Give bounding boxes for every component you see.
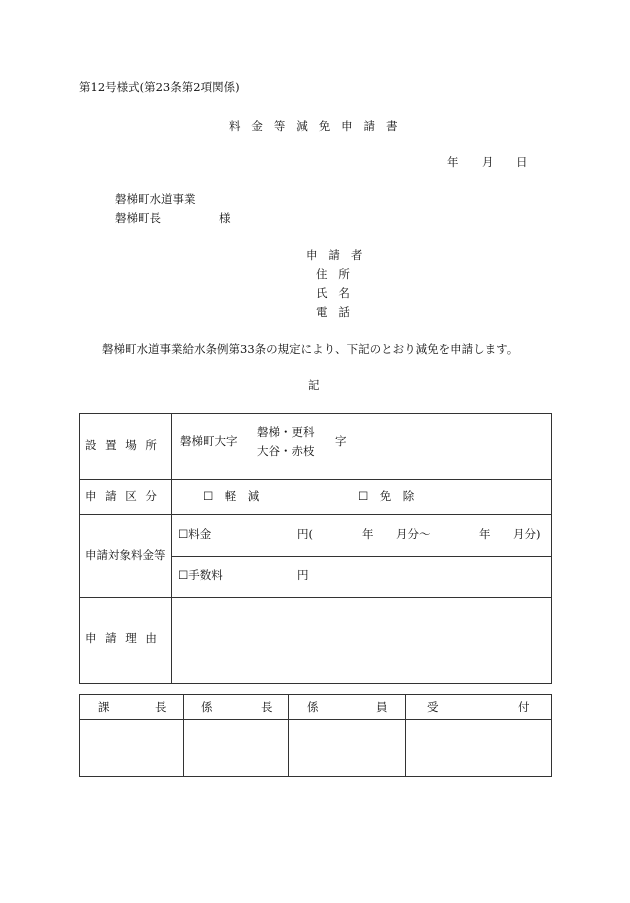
category-label: 申請区分: [85, 489, 166, 503]
target-month-from: 月分〜: [396, 527, 431, 541]
approval-kakaricho-a: 係: [201, 700, 213, 714]
approval-uketsuke-b: 付: [518, 700, 530, 714]
target-label: 申請対象料金等: [85, 548, 166, 562]
reason-field[interactable]: [172, 598, 550, 682]
category-option-exemption[interactable]: ☐ 免 除: [358, 489, 415, 503]
approval-header-divider: [79, 719, 551, 720]
target-year-1: 年: [362, 527, 374, 541]
approval-col-divider: [183, 694, 184, 776]
applicant-heading: 申請者: [306, 248, 374, 262]
approval-kakariin-a: 係: [307, 700, 319, 714]
date-year-label: 年: [447, 155, 459, 169]
location-area-b: 大谷・赤枝: [257, 444, 315, 458]
applicant-name-label: 氏名: [316, 286, 361, 300]
applicant-address-label: 住所: [316, 267, 361, 281]
approval-kakariin-b: 員: [376, 700, 388, 714]
target-handling-checkbox[interactable]: ☐手数料: [178, 568, 223, 582]
target-fee-checkbox[interactable]: ☐料金: [178, 527, 212, 541]
ki-heading: 記: [308, 378, 320, 392]
addressee-honorific: 様: [219, 211, 231, 225]
approval-kacho-b: 長: [155, 700, 167, 714]
approval-col-divider: [288, 694, 289, 776]
statement-text: 磐梯町水道事業給水条例第33条の規定により、下記のとおり減免を申請します。: [102, 342, 519, 356]
addressee-line1: 磐梯町水道事業: [115, 192, 196, 206]
target-handling-yen: 円: [297, 568, 309, 582]
reason-label: 申請理由: [85, 631, 166, 645]
date-month-label: 月: [482, 155, 494, 169]
target-month-to: 月分): [513, 527, 541, 541]
row-divider: [171, 556, 551, 557]
target-yen-open: 円(: [297, 527, 313, 541]
approval-kakaricho-b: 長: [261, 700, 273, 714]
row-divider: [79, 479, 551, 480]
target-year-2: 年: [479, 527, 491, 541]
category-option-reduction[interactable]: ☐ 軽 減: [203, 489, 260, 503]
date-day-label: 日: [516, 155, 528, 169]
location-label: 設置場所: [85, 438, 166, 452]
form-title: 料金等減免申請書: [229, 119, 409, 133]
applicant-phone-label: 電話: [316, 305, 361, 319]
location-town: 磐梯町大字: [180, 434, 238, 448]
approval-col-divider: [405, 694, 406, 776]
addressee-line2: 磐梯町長: [115, 211, 161, 225]
row-divider: [79, 514, 551, 515]
location-area-a: 磐梯・更科: [257, 425, 315, 439]
form-number: 第12号様式(第23条第2項関係): [79, 80, 240, 94]
approval-kacho-a: 課: [98, 700, 110, 714]
approval-uketsuke-a: 受: [427, 700, 439, 714]
location-aza: 字: [335, 434, 347, 448]
